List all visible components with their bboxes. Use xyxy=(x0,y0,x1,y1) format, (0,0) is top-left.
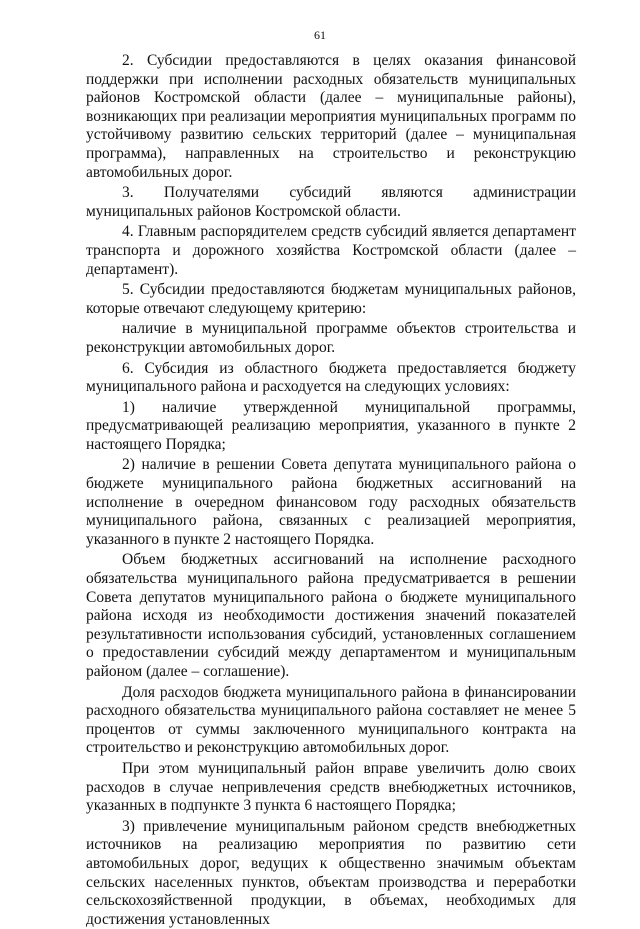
paragraph-criterion: наличие в муниципальной программе объектов строительства и реконструкции автомобильных дорог. xyxy=(86,320,576,356)
paragraph-item-4: 4. Главным распорядителем средств субсидий является департамент транспорта и дорожного хозяйства Костромской области (далее – департамент). xyxy=(86,223,576,278)
paragraph-item-3: 3. Получателями субсидий являются администрации муниципальных районов Костромской области. xyxy=(86,184,576,220)
page-number: 61 xyxy=(314,28,326,42)
paragraph-condition-1: 1) наличие утвержденной муниципальной программы, предусматривающей реализацию мероприятия, указанного в пункте 2 настоящего Порядка; xyxy=(86,398,576,453)
paragraph-condition-2: 2) наличие в решении Совета депутата муниципального района о бюджете муниципального района бюджетных ассигнований на исполнение в очередном финансовом году расходных обязательств муниципального района, связанных с реализацией мероприятия, указанного в пункте 2 настоящего Порядка. xyxy=(86,456,576,548)
document-body xyxy=(86,52,576,929)
paragraph-expense-share: Доля расходов бюджета муниципального района в финансировании расходного обязательства муниципального района составляет не менее 5 процентов от суммы заключенного муниципального контракта на строительство и реконструкцию автомобильных дорог. xyxy=(86,683,576,757)
paragraph-budget-volume: Объем бюджетных ассигнований на исполнение расходного обязательства муниципального района предусматривается в решении Совета депутатов муниципального района о бюджете муниципального района исходя из необходимости достижения значений показателей результативности использования субсидий, установленных соглашением о предоставлении субсидий между департаментом и муниципальным районом (далее – соглашение). xyxy=(86,551,576,680)
paragraph-condition-3: 3) привлечение муниципальным районом средств внебюджетных источников на реализацию мероприятия по развитию сети автомобильных дорог, ведущих к общественно значимым объектам сельских населенных пунктов, объектам производства и переработки сельскохозяйственной продукции, в объемах, необходимых для достижения установленных xyxy=(86,817,576,928)
paragraph-share-increase: При этом муниципальный район вправе увеличить долю своих расходов в случае непривлечения средств внебюджетных источников, указанных в подпункте 3 пункта 6 настоящего Порядка; xyxy=(86,759,576,815)
paragraph-item-5: 5. Субсидии предоставляются бюджетам муниципальных районов, которые отвечают следующему критерию: xyxy=(86,281,576,317)
paragraph-item-2: 2. Субсидии предоставляются в целях оказания финансовой поддержки при исполнении расходных обязательств муниципальных районов Костромской области (далее – муниципальные районы), возникающих при реализации мероприятия муниципальных программ по устойчивому развитию сельских территорий (далее – муниципальная программа), направленных на строительство и реконструкцию автомобильных дорог. xyxy=(86,52,576,181)
paragraph-item-6: 6. Субсидия из областного бюджета предоставляется бюджету муниципального района и расходуется на следующих условиях: xyxy=(86,359,576,396)
